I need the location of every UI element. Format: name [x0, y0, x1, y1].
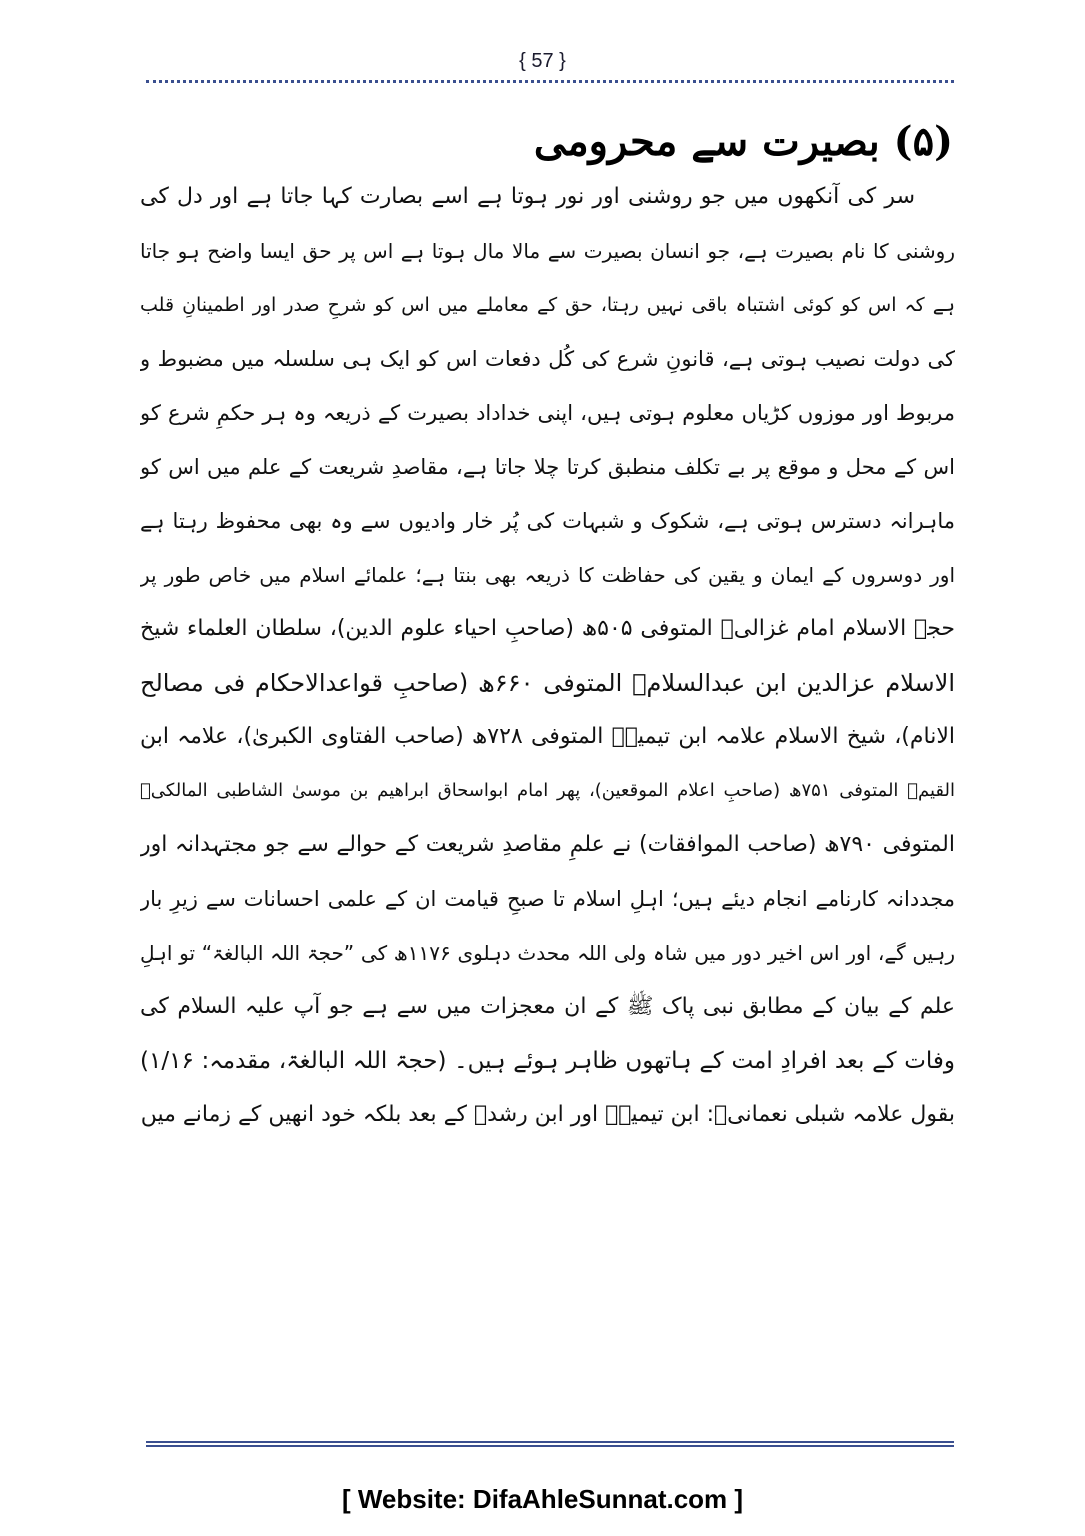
text-line: روشنی کا نام بصیرت ہے، جو انسان بصیرت سے مالا مال ہوتا ہے اس پر حق ایسا واضح ہو جاتا	[140, 239, 955, 263]
bottom-divider	[146, 1441, 954, 1447]
text-line: ہے کہ اس کو کوئی اشتباہ باقی نہیں رہتا، حق کے معاملے میں اس کو شرحِ صدر اور اطمینانِ قلب	[140, 294, 955, 316]
text-line: اور دوسروں کے ایمان و یقین کی حفاظت کا ذریعہ بھی بنتا ہے؛ علمائے اسلام میں خاص طور پر	[140, 563, 955, 587]
text-line: کی دولت نصیب ہوتی ہے، قانونِ شرع کی کُل دفعات اس کو ایک ہی سلسلہ میں مضبوط و	[140, 347, 955, 371]
text-line: وفات کے بعد افرادِ امت کے ہاتھوں ظاہر ہوئے ہیں۔ (حجۃ اللہ البالغۃ، مقدمہ: ۱/۱۶)	[140, 1048, 955, 1074]
text-line: القیمؒ المتوفی ۷۵۱ھ (صاحبِ اعلام الموقعین)، پھر امام ابواسحاق ابراھیم بن موسیٰ الشاطبی المالکیؒ	[140, 780, 955, 801]
text-line: مجددانہ کارنامے انجام دیئے ہیں؛ اہلِ اسلام تا صبحِ قیامت ان کے علمی احسانات سے زیرِ بار	[140, 887, 955, 911]
page-number: { 57 }	[519, 50, 566, 72]
text-line: علم کے بیان کے مطابق نبی پاک ﷺ کے ان معجزات میں سے ہے جو آپ علیہ السلام کی	[140, 994, 955, 1019]
text-line: الانام)، شیخ الاسلام علامہ ابن تیمیہؒ المتوفی ۷۲۸ھ (صاحب الفتاوی الکبریٰ)، علامہ ابن	[140, 724, 955, 749]
text-line: مربوط اور موزوں کڑیاں معلوم ہوتی ہیں، اپنی خداداد بصیرت کے ذریعہ وہ ہر حکمِ شرع کو	[140, 401, 955, 425]
text-line: المتوفی ۷۹۰ھ (صاحب الموافقات) نے علمِ مقاصدِ شریعت کے حوالے سے جو مجتہدانہ اور	[140, 832, 955, 857]
body-text	[140, 170, 955, 1200]
text-line: اس کے محل و موقع پر بے تکلف منطبق کرتا چلا جاتا ہے، مقاصدِ شریعت کے علم میں اس کو	[140, 455, 955, 479]
text-line: حجۃ الاسلام امام غزالیؒ المتوفی ۵۰۵ھ (صاحبِ احیاء علوم الدین)، سلطان العلماء شیخ	[140, 616, 955, 641]
text-line: الاسلام عزالدین ابن عبدالسلامؒ المتوفی ۶۶۰ھ (صاحبِ قواعدالاحکام فی مصالح	[140, 669, 955, 697]
top-divider	[146, 80, 954, 83]
website-footer: [ Website: DifaAhleSunnat.com ]	[341, 1484, 744, 1514]
text-line: سر کی آنکھوں میں جو روشنی اور نور ہوتا ہے اسے بصارت کہا جاتا ہے اور دل کی	[140, 184, 915, 209]
text-line: رہیں گے، اور اس اخیر دور میں شاہ ولی اللہ محدث دہلوی ۱۱۷۶ھ کی ”حجۃ اللہ البالغۃ“ تو اہلِ	[140, 941, 955, 965]
section-heading: (۵) بصیرت سے محرومی	[533, 118, 953, 165]
text-line: ماہرانہ دسترس ہوتی ہے، شکوک و شبہات کی پُر خار وادیوں سے وہ بھی محفوظ رہتا ہے	[140, 509, 955, 533]
text-line: بقول علامہ شبلی نعمانیؒ: ابن تیمیہؒ اور ابن رشدؒ کے بعد بلکہ خود انھیں کے زمانے میں	[140, 1102, 955, 1127]
